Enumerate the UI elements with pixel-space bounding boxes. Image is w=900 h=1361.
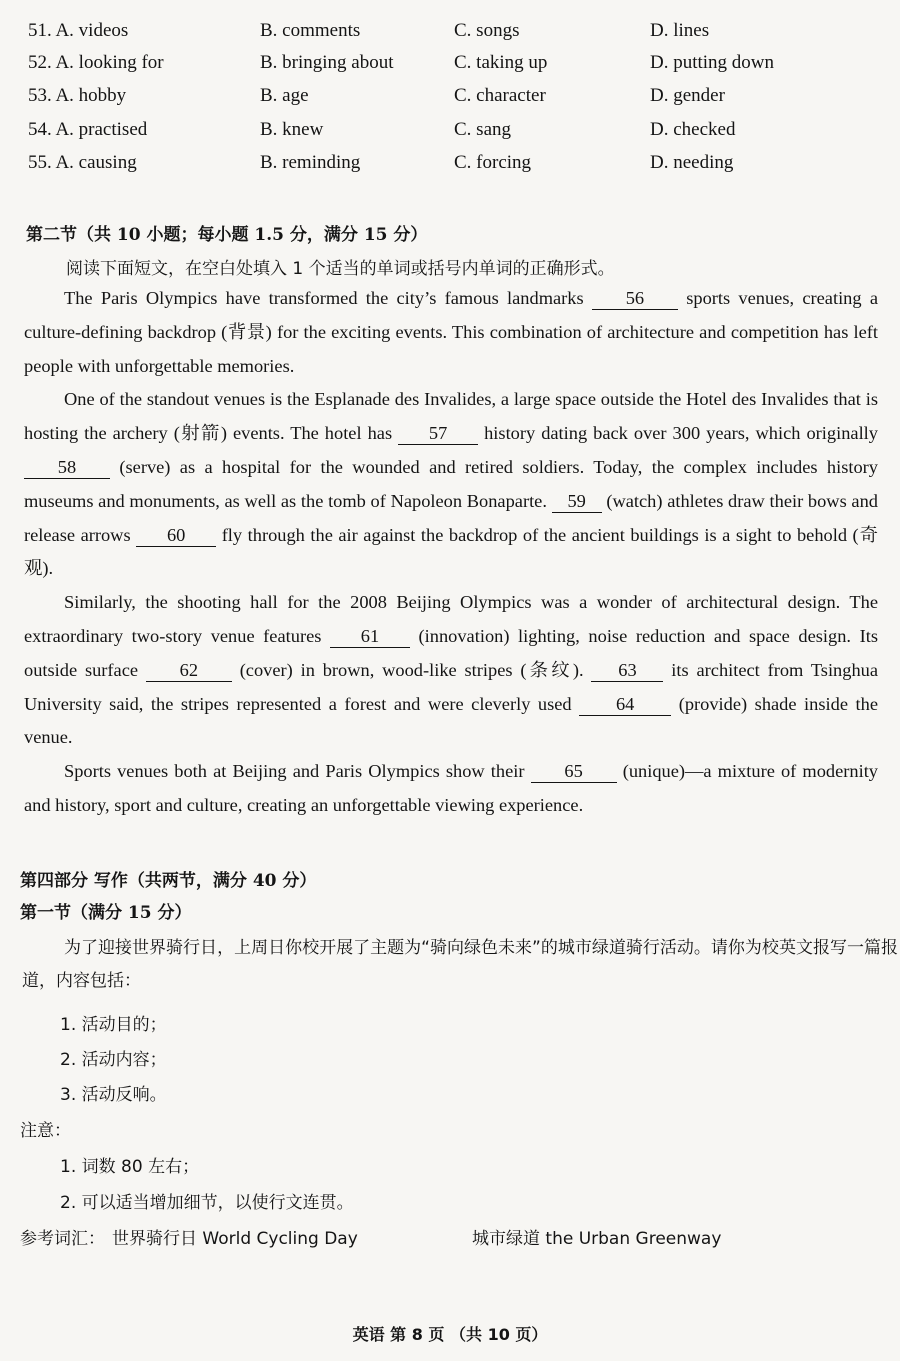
paragraph-4 [24,755,878,823]
option-d: D. lines [650,20,710,41]
option-c: C. forcing [454,152,532,173]
passage-text: sports venues, creating a culture-defining backdrop (背景) for the exciting events. This combination of architecture and competition has left people with unforgettable memories. [24,288,879,376]
blank-65[interactable]: 65 [531,760,617,783]
paragraph-3 [24,586,878,755]
part4-subheading: 第一节（满分 15 分） [20,903,192,923]
passage-text: (innovation) lighting, noise reduction and space design. Its outside surface [24,625,878,680]
passage-text: Similarly, the shooting hall for the 2008 Beijing Olympics was a wonder of architectural design. The extraordinary two-story venue features [24,592,878,646]
option-d: D. putting down [650,52,775,73]
passage-text: One of the standout venues is the Esplanade des Invalides, a large space outside the Hotel des Invalides that is hosting the archery (射箭) events. The hotel has [24,389,878,444]
blank-56[interactable]: 56 [592,287,678,310]
passage-text: The Paris Olympics have transformed the city’s famous landmarks [64,288,584,308]
option-b: B. bringing about [260,52,394,73]
passage [24,282,878,823]
option-row-55 [28,152,888,182]
option-a: 55. A. causing [28,152,137,173]
option-b: B. reminding [260,152,361,173]
blank-63[interactable]: 63 [591,659,663,682]
blank-64[interactable]: 64 [579,693,671,716]
option-row-52 [28,52,888,82]
section2-heading: 第二节（共 10 小题；每小题 1.5 分，满分 15 分） [26,225,428,245]
option-d: D. checked [650,119,736,140]
option-a: 53. A. hobby [28,85,127,106]
note-label: 注意： [20,1121,71,1141]
vocab-label: 参考词汇： [20,1229,105,1249]
option-b: B. comments [260,20,361,41]
task-item-2: 2. 活动内容； [60,1050,167,1070]
option-c: C. sang [454,119,511,140]
option-row-51 [28,20,888,50]
passage-text: fly through the air against the backdrop of the ancient buildings is a sight to behold (奇观). [24,524,878,579]
option-row-54 [28,119,888,149]
option-c: C. songs [454,20,520,41]
option-a: 52. A. looking for [28,52,164,73]
section2-instruction: 阅读下面短文，在空白处填入 1 个适当的单词或括号内单词的正确形式。 [66,259,615,279]
passage-text: (cover) in brown, wood-like stripes (条纹). [239,659,584,680]
passage-text: (provide) shade inside the venue. [24,693,878,748]
passage-text: (unique)—a mixture of modernity and history, sport and culture, creating an unforgettable viewing experience. [24,761,878,815]
option-c: C. character [454,85,546,106]
option-row-53 [28,85,888,115]
blank-58[interactable]: 58 [24,456,110,479]
blank-59[interactable]: 59 [552,490,602,513]
option-b: B. age [260,85,309,106]
blank-57[interactable]: 57 [398,422,478,445]
note-2: 2. 可以适当增加细节，以使行文连贯。 [60,1193,354,1213]
option-d: D. needing [650,152,734,173]
passage-text: history dating back over 300 years, which originally [484,423,878,444]
option-b: B. knew [260,119,324,140]
option-a: 51. A. videos [28,20,129,41]
task-item-3: 3. 活动反响。 [60,1085,167,1105]
passage-text: its architect from Tsinghua University said, the stripes represented a forest and were cleverly used [24,659,878,714]
blank-62[interactable]: 62 [146,659,232,682]
blank-60[interactable]: 60 [136,524,216,547]
note-1: 1. 词数 80 左右； [60,1157,200,1177]
page-footer: 英语 第 8 页 （共 10 页） [352,1325,548,1344]
task-item-1: 1. 活动目的； [60,1015,167,1035]
writing-task: 为了迎接世界骑行日，上周日你校开展了主题为“骑向绿色未来”的城市绿道骑行活动。请你为校英文报写一篇报道，内容包括： [22,938,898,991]
vocab-world-cycling-day: 世界骑行日 World Cycling Day [112,1229,358,1249]
part4-heading: 第四部分 写作（共两节，满分 40 分） [20,871,317,891]
passage-text: (serve) as a hospital for the wounded and retired soldiers. Today, the complex includes history museums and monuments, as well as the tomb of Napoleon Bonaparte. [24,456,878,511]
option-d: D. gender [650,85,725,106]
passage-text: Sports venues both at Beijing and Paris Olympics show their [64,761,525,782]
passage-text: (watch) athletes draw their bows and release arrows [24,490,878,545]
paragraph-2 [24,383,878,586]
paragraph-1 [24,282,878,383]
blank-61[interactable]: 61 [330,625,410,648]
option-c: C. taking up [454,52,548,73]
vocab-urban-greenway: 城市绿道 the Urban Greenway [472,1229,722,1249]
option-a: 54. A. practised [28,119,148,140]
